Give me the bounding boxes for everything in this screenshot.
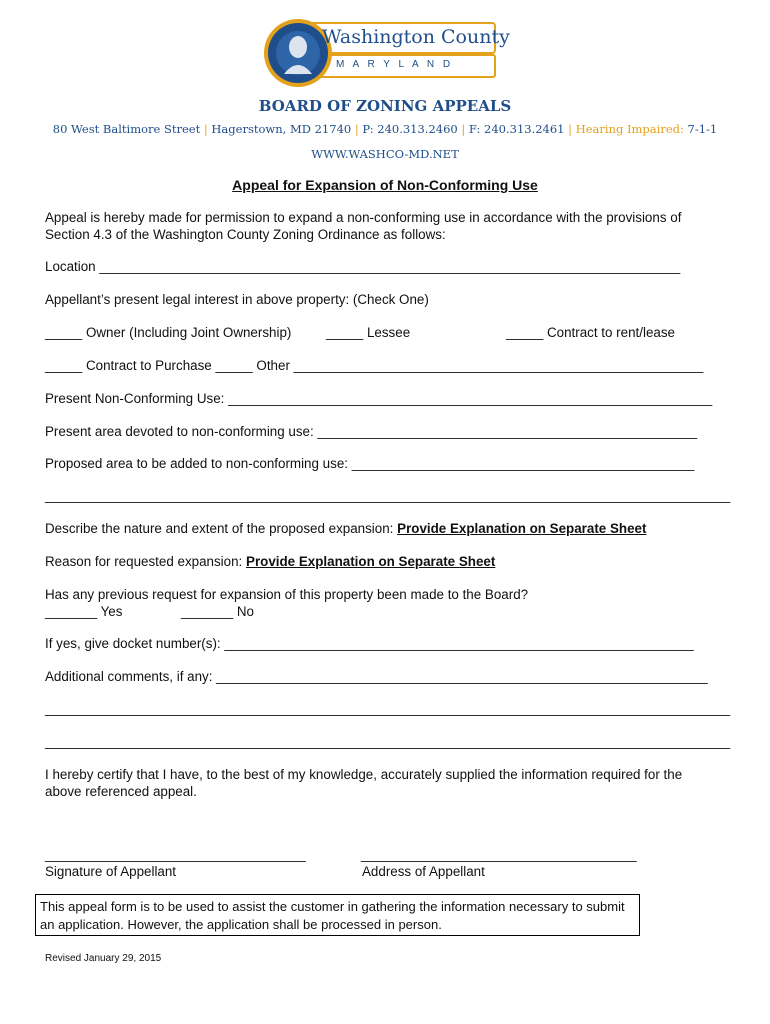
board-title: BOARD OF ZONING APPEALS [258,97,512,115]
address: 80 West Baltimore Street [52,122,201,136]
describe-instruction: Provide Explanation on Separate Sheet [397,521,647,536]
previous-yes[interactable]: _______ Yes [45,604,123,619]
logo-name: Washington County [322,26,510,48]
intro-line-1: Appeal is hereby made for permission to expand a non-conforming use in accordance with the provisions of [45,210,682,225]
county-logo [262,16,510,90]
contact-line: 80 West Baltimore Street | Hagerstown, MD 21740 | P: 240.313.2460 | F: 240.313.2461 | Hearing Impaired: 7-1-1 [52,122,718,136]
comments-field[interactable]: Additional comments, if any: __________________________________________________________________ [45,669,708,684]
hearing-value: 7-1-1 [687,122,718,136]
signature-label: Signature of Appellant [45,864,177,879]
present-use-field[interactable]: Present Non-Conforming Use: _________________________________________________________________ [45,391,713,406]
blank-line[interactable]: ____________________________________________________________________________________________ [45,488,731,503]
present-area-field[interactable]: Present area devoted to non-conforming use: ___________________________________________________ [45,424,698,439]
phone: P: 240.313.2460 [362,122,458,136]
revision-date: Revised January 29, 2015 [45,953,162,964]
intro-line-2: Section 4.3 of the Washington County Zoning Ordinance as follows: [45,227,446,242]
option-contract-purchase-other[interactable]: _____ Contract to Purchase _____ Other _______________________________________________________ [45,358,704,373]
reason-label: Reason for requested expansion: [45,554,243,569]
previous-request-question: Has any previous request for expansion of this property been made to the Board? [45,587,529,602]
city: Hagerstown, MD 21740 [211,122,352,136]
blank-line[interactable]: ____________________________________________________________________________________________ [45,734,731,749]
docket-field[interactable]: If yes, give docket number(s): _______________________________________________________________ [45,636,694,651]
certification-text: I hereby certify that I have, to the best of my knowledge, accurately supplied the information required for the above referenced appeal. [45,767,683,799]
describe-label: Describe the nature and extent of the proposed expansion: [45,521,394,536]
proposed-area-field[interactable]: Proposed area to be added to non-conforming use: ______________________________________________ [45,456,695,471]
form-title: Appeal for Expansion of Non-Conforming Use [232,177,538,193]
reason-instruction: Provide Explanation on Separate Sheet [246,554,496,569]
logo-state: M A R Y L A N D [336,59,454,70]
describe-expansion [45,521,646,536]
legal-interest-label: Appellant’s present legal interest in above property: (Check One) [45,292,429,307]
address-line[interactable]: _____________________________________ [361,847,637,862]
option-lessee[interactable]: _____ Lessee [326,325,411,340]
in-person-notice: This appeal form is to be used to assist the customer in gathering the information necessary to submit an application. However, the application shall be processed in person. [35,894,640,936]
fax: F: 240.313.2461 [468,122,565,136]
hearing-label: Hearing Impaired: [575,122,684,136]
option-contract-rent[interactable]: _____ Contract to rent/lease [506,325,675,340]
signature-line[interactable]: ___________________________________ [45,847,306,862]
option-owner[interactable]: _____ Owner (Including Joint Ownership) [45,325,292,340]
location-field[interactable]: Location ______________________________________________________________________________ [45,259,681,274]
address-label: Address of Appellant [362,864,485,879]
reason-expansion [45,554,495,569]
blank-line[interactable]: ____________________________________________________________________________________________ [45,701,731,716]
previous-no[interactable]: _______ No [181,604,254,619]
website-link[interactable]: WWW.WASHCO-MD.NET [311,147,459,161]
